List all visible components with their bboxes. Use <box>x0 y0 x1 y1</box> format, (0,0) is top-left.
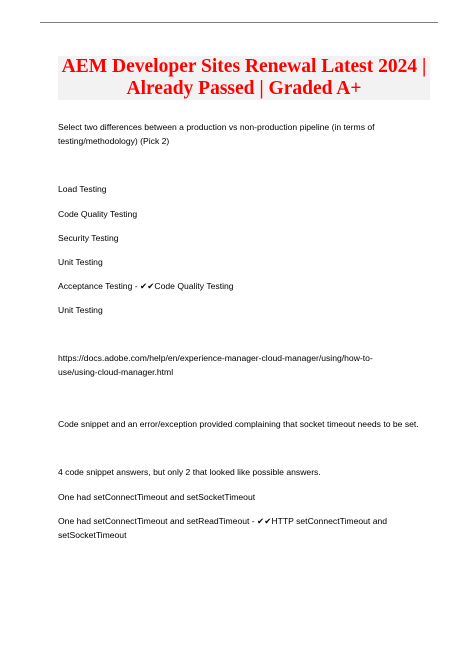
answers-note: 4 code snippet answers, but only 2 that looked like possible answers. <box>58 467 321 477</box>
answer-2-line-2: setSocketTimeout <box>58 530 127 540</box>
header-rule <box>40 22 438 23</box>
option-acceptance-testing: Acceptance Testing - ✔✔Code Quality Testing <box>58 281 234 291</box>
option-unit-testing: Unit Testing <box>58 257 103 267</box>
option-code-quality-testing: Code Quality Testing <box>58 209 138 219</box>
reference-link[interactable] <box>58 351 442 379</box>
option-load-testing: Load Testing <box>58 184 107 194</box>
title-line-2: Already Passed | Graded A+ <box>126 78 362 99</box>
reference-link-line-2[interactable]: use/using-cloud-manager.html <box>58 367 174 377</box>
answer-1: One had setConnectTimeout and setSocketTimeout <box>58 492 256 502</box>
question-2: Code snippet and an error/exception provided complaining that socket timeout needs to be set. <box>58 419 419 429</box>
title-line-1: AEM Developer Sites Renewal Latest 2024 | <box>61 56 427 77</box>
reference-link-line-1[interactable]: https://docs.adobe.com/help/en/experience-manager-cloud-manager/using/how-to- <box>58 353 373 363</box>
option-unit-testing-2: Unit Testing <box>58 305 103 315</box>
answer-2-line-1: One had setConnectTimeout and setReadTimeout - ✔✔HTTP setConnectTimeout and <box>58 516 388 526</box>
page-title <box>58 56 430 100</box>
question-1: Select two differences between a production vs non-production pipeline (in terms of testing/methodology) (Pick 2) <box>58 122 375 146</box>
answer-2 <box>58 514 442 542</box>
option-security-testing: Security Testing <box>58 233 119 243</box>
